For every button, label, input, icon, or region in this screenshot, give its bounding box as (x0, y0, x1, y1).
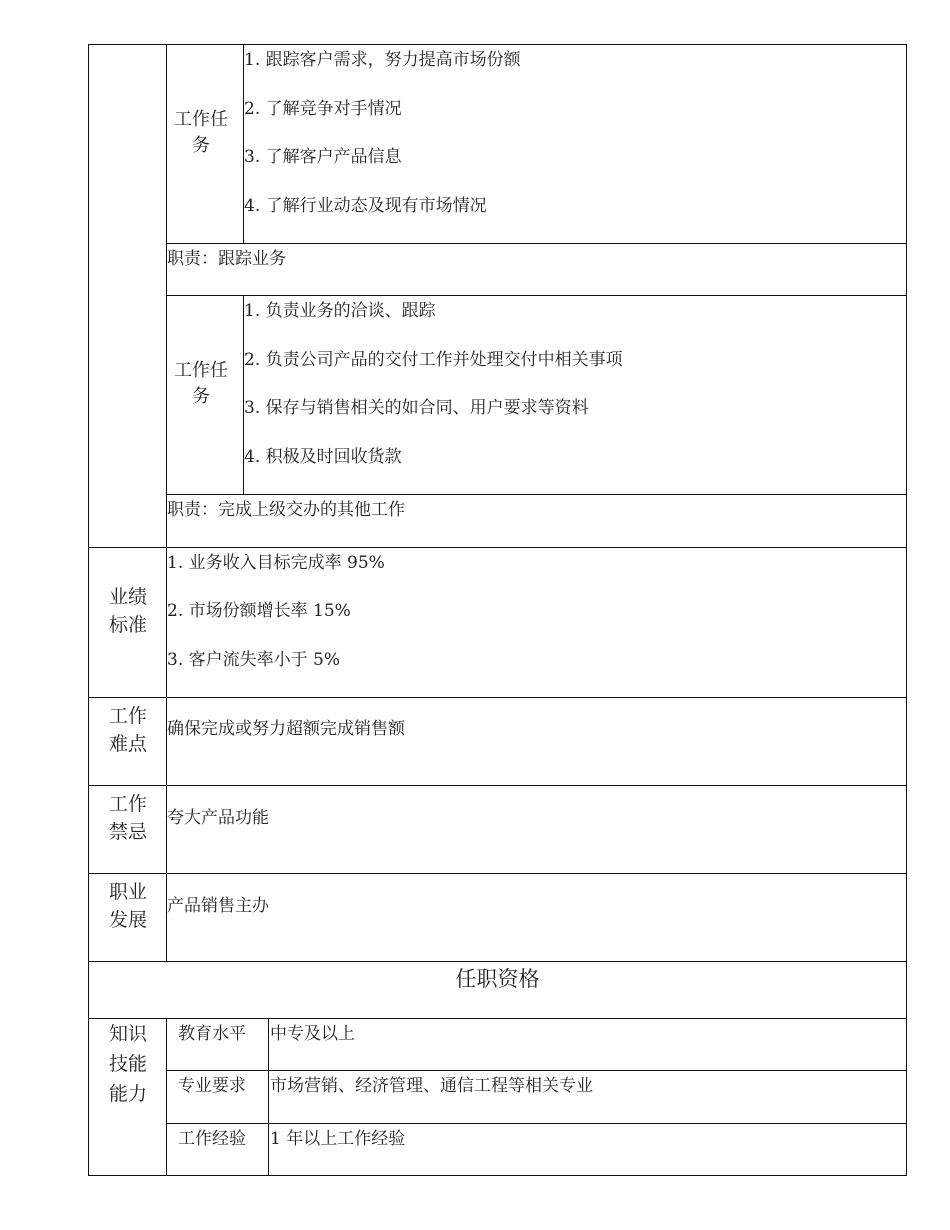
knowledge-key-experience: 工作经验 (178, 1129, 246, 1149)
task-block2-item-3: 3. 保存与销售相关的如合同、用户要求等资料 (244, 398, 589, 418)
task-block2-item-4: 4. 积极及时回收货款 (244, 447, 402, 467)
border-bottom (88, 1175, 907, 1176)
divider-after-difficulty (88, 785, 907, 786)
divider-knowledge-key (268, 1018, 269, 1176)
taboo-text: 夸大产品功能 (167, 808, 269, 828)
career-label: 职业发展 (108, 881, 147, 931)
taboo-label: 工作禁忌 (108, 793, 147, 843)
border-right (906, 44, 907, 1176)
performance-item-1: 1. 业务收入目标完成率 95% (167, 553, 385, 573)
task-block1-item-2: 2. 了解竞争对手情况 (244, 99, 402, 119)
difficulty-text: 确保完成或努力超额完成销售额 (167, 719, 405, 739)
divider-after-taboo (88, 873, 907, 874)
task-block2-item-2: 2. 负责公司产品的交付工作并处理交付中相关事项 (244, 350, 623, 370)
task-block2-label: 工作任务 (174, 360, 228, 407)
duty-1: 职责：跟踪业务 (167, 249, 286, 269)
task-block2-item-1: 1. 负责业务的洽谈、跟踪 (244, 301, 436, 321)
performance-item-2: 2. 市场份额增长率 15% (167, 601, 351, 621)
knowledge-value-education: 中专及以上 (270, 1024, 355, 1044)
divider-after-career (88, 961, 907, 962)
duty-2: 职责：完成上级交办的其他工作 (167, 500, 405, 520)
divider-knowledge-row2 (166, 1123, 907, 1124)
knowledge-value-experience: 1 年以上工作经验 (270, 1129, 406, 1149)
task-block1-label: 工作任务 (174, 109, 228, 156)
border-top (88, 44, 907, 45)
performance-item-3: 3. 客户流失率小于 5% (167, 650, 340, 670)
divider-after-duty1 (166, 295, 907, 296)
knowledge-label: 知识技能能力 (108, 1023, 147, 1105)
task-block1-item-1: 1. 跟踪客户需求，努力提高市场份额 (244, 50, 521, 70)
divider-after-qualification-title (88, 1018, 907, 1019)
divider-label-column-knowledge (166, 1018, 167, 1176)
border-left (88, 44, 89, 1176)
task-block1-item-3: 3. 了解客户产品信息 (244, 147, 402, 167)
divider-after-duty-block (88, 547, 907, 548)
divider-after-performance (88, 697, 907, 698)
qualification-title: 任职资格 (455, 967, 540, 991)
divider-after-tasks1 (166, 243, 907, 244)
divider-knowledge-row1 (166, 1070, 907, 1071)
task-block1-item-4: 4. 了解行业动态及现有市场情况 (244, 196, 487, 216)
career-text: 产品销售主办 (167, 896, 269, 916)
knowledge-key-major: 专业要求 (178, 1076, 246, 1096)
knowledge-value-major: 市场营销、经济管理、通信工程等相关专业 (270, 1076, 593, 1096)
divider-after-tasks2 (166, 494, 907, 495)
knowledge-key-education: 教育水平 (178, 1024, 246, 1044)
difficulty-label: 工作难点 (108, 705, 147, 755)
performance-label: 业绩标准 (108, 586, 147, 636)
